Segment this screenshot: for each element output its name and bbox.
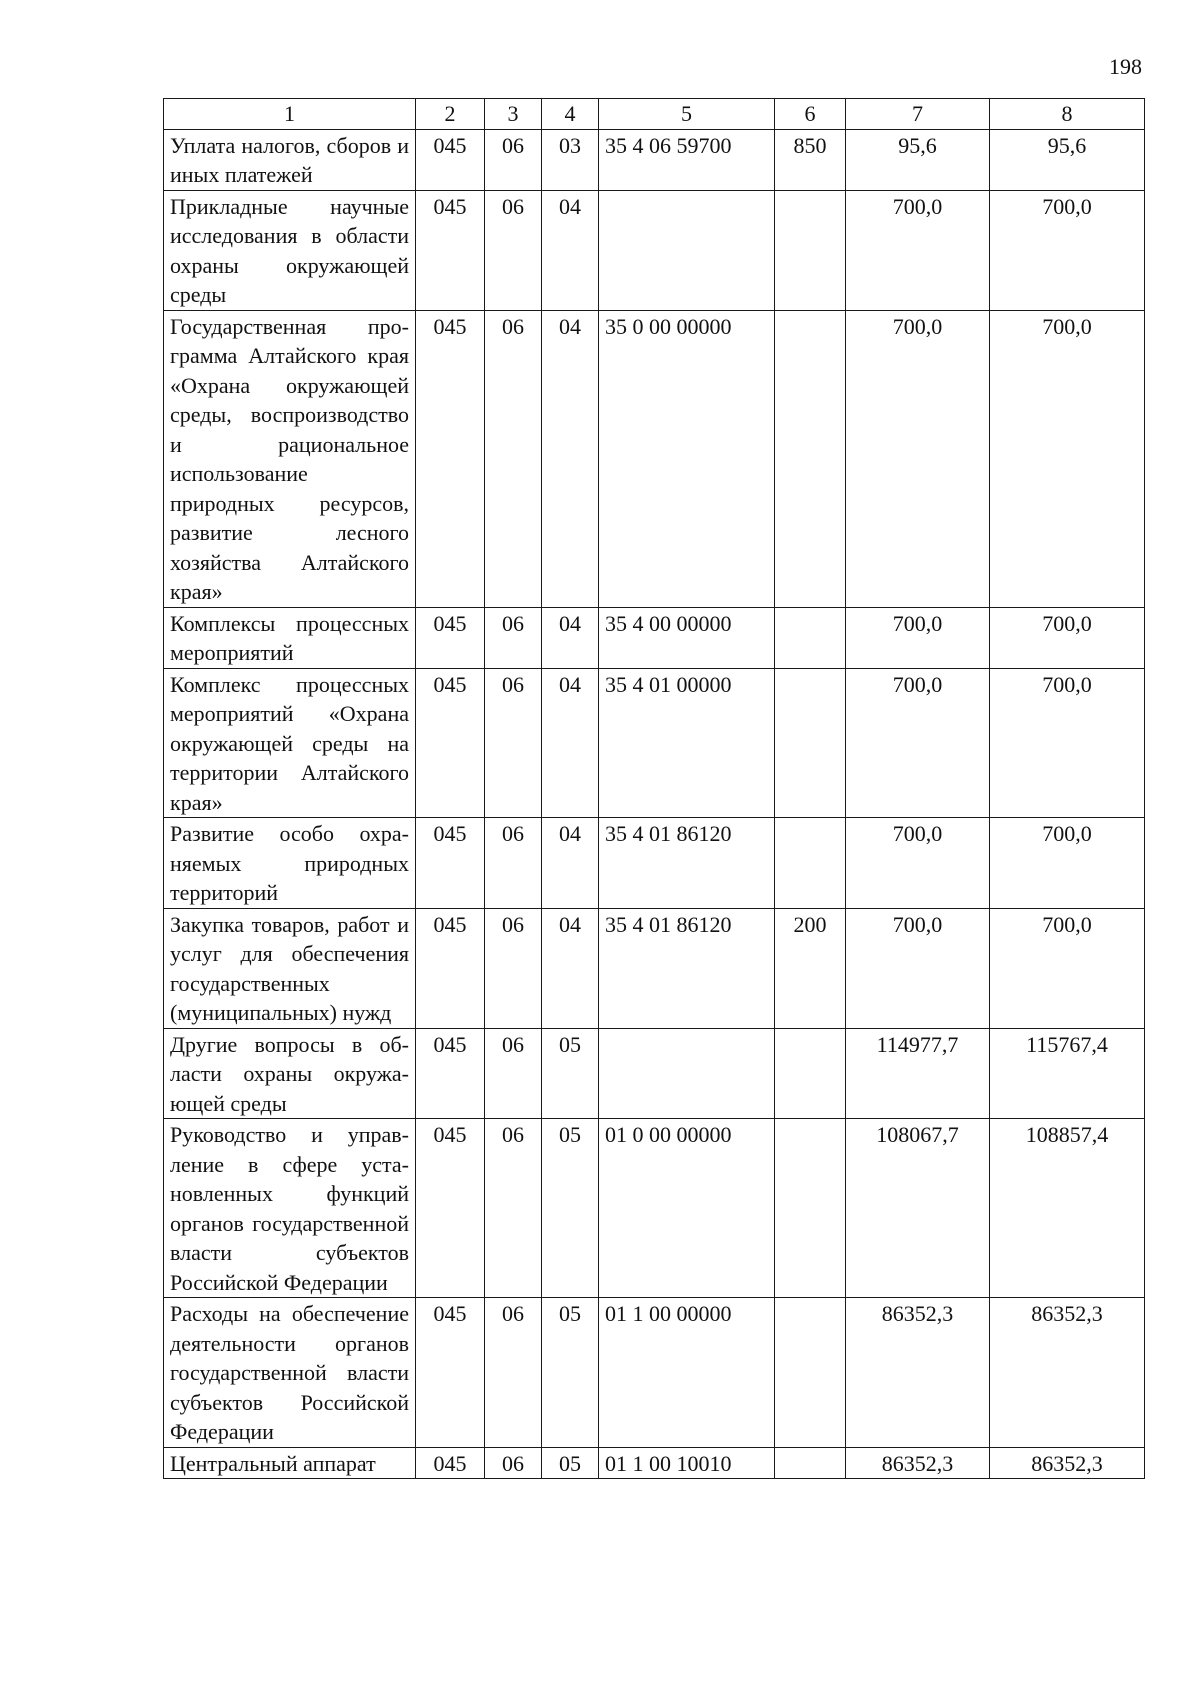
header-cell: 4 <box>542 99 599 130</box>
amount-col-7: 108067,7 <box>846 1119 990 1298</box>
ministry-code: 045 <box>416 1298 485 1448</box>
section-code: 06 <box>485 1447 542 1479</box>
ministry-code: 045 <box>416 818 485 909</box>
expense-type-code <box>775 668 846 818</box>
target-article-code: 01 0 00 00000 <box>599 1119 775 1298</box>
header-cell: 5 <box>599 99 775 130</box>
ministry-code: 045 <box>416 129 485 190</box>
amount-col-7: 700,0 <box>846 190 990 310</box>
target-article-code: 35 4 06 59700 <box>599 129 775 190</box>
expense-type-code <box>775 1298 846 1448</box>
table-row <box>164 1447 1145 1479</box>
amount-col-8: 86352,3 <box>990 1447 1145 1479</box>
amount-col-7: 700,0 <box>846 818 990 909</box>
amount-col-7: 700,0 <box>846 310 990 607</box>
expense-type-code: 200 <box>775 908 846 1028</box>
table-row <box>164 190 1145 310</box>
expense-name: Комплексы процессных мероприятий <box>164 607 416 668</box>
expense-name: Прикладные научные исследования в области охраны окружающей среды <box>164 190 416 310</box>
expense-name: Развитие особо охраняемых природных территорий <box>164 818 416 909</box>
amount-col-8: 108857,4 <box>990 1119 1145 1298</box>
table-row <box>164 1028 1145 1119</box>
amount-col-8: 700,0 <box>990 668 1145 818</box>
ministry-code: 045 <box>416 1028 485 1119</box>
ministry-code: 045 <box>416 668 485 818</box>
ministry-code: 045 <box>416 1119 485 1298</box>
target-article-code <box>599 1028 775 1119</box>
subsection-code: 05 <box>542 1447 599 1479</box>
subsection-code: 04 <box>542 310 599 607</box>
section-code: 06 <box>485 310 542 607</box>
page-number: 198 <box>1109 54 1142 79</box>
amount-col-8: 86352,3 <box>990 1298 1145 1448</box>
header-cell: 2 <box>416 99 485 130</box>
section-code: 06 <box>485 908 542 1028</box>
table-row <box>164 818 1145 909</box>
subsection-code: 04 <box>542 607 599 668</box>
expense-type-code <box>775 1447 846 1479</box>
amount-col-7: 700,0 <box>846 668 990 818</box>
table-row <box>164 607 1145 668</box>
section-code: 06 <box>485 668 542 818</box>
amount-col-8: 115767,4 <box>990 1028 1145 1119</box>
amount-col-7: 95,6 <box>846 129 990 190</box>
section-code: 06 <box>485 818 542 909</box>
target-article-code: 35 0 00 00000 <box>599 310 775 607</box>
target-article-code <box>599 190 775 310</box>
subsection-code: 04 <box>542 818 599 909</box>
target-article-code: 35 4 00 00000 <box>599 607 775 668</box>
header-cell: 6 <box>775 99 846 130</box>
expense-name: Закупка товаров, работ и услуг для обеспечения государственных (муниципальных) нужд <box>164 908 416 1028</box>
expense-name: Уплата налогов, сборов и иных платежей <box>164 129 416 190</box>
section-code: 06 <box>485 129 542 190</box>
expense-name: Руководство и управление в сфере установленных функций органов государственной власти субъектов Российской Федерации <box>164 1119 416 1298</box>
section-code: 06 <box>485 1298 542 1448</box>
subsection-code: 05 <box>542 1028 599 1119</box>
expense-name: Государственная программа Алтайского края «Охрана окружающей среды, воспроизводство и рациональное использование природных ресурсов, развитие лесного хозяйства Алтайского края» <box>164 310 416 607</box>
subsection-code: 04 <box>542 908 599 1028</box>
ministry-code: 045 <box>416 310 485 607</box>
target-article-code: 35 4 01 00000 <box>599 668 775 818</box>
target-article-code: 01 1 00 10010 <box>599 1447 775 1479</box>
expense-name: Расходы на обеспечение деятельности органов государственной власти субъектов Российской Федерации <box>164 1298 416 1448</box>
amount-col-8: 700,0 <box>990 310 1145 607</box>
table-row <box>164 908 1145 1028</box>
subsection-code: 03 <box>542 129 599 190</box>
expense-type-code <box>775 190 846 310</box>
header-cell: 1 <box>164 99 416 130</box>
expense-type-code <box>775 1028 846 1119</box>
ministry-code: 045 <box>416 1447 485 1479</box>
subsection-code: 04 <box>542 190 599 310</box>
amount-col-7: 86352,3 <box>846 1298 990 1448</box>
expense-type-code: 850 <box>775 129 846 190</box>
header-cell: 8 <box>990 99 1145 130</box>
expense-type-code <box>775 818 846 909</box>
budget-table <box>163 98 1145 1479</box>
section-code: 06 <box>485 1028 542 1119</box>
amount-col-8: 95,6 <box>990 129 1145 190</box>
table-row <box>164 1298 1145 1448</box>
section-code: 06 <box>485 1119 542 1298</box>
target-article-code: 01 1 00 00000 <box>599 1298 775 1448</box>
header-cell: 3 <box>485 99 542 130</box>
expense-name: Другие вопросы в области охраны окружающей среды <box>164 1028 416 1119</box>
ministry-code: 045 <box>416 607 485 668</box>
amount-col-8: 700,0 <box>990 908 1145 1028</box>
section-code: 06 <box>485 607 542 668</box>
header-cell: 7 <box>846 99 990 130</box>
ministry-code: 045 <box>416 908 485 1028</box>
table-row <box>164 310 1145 607</box>
expense-type-code <box>775 310 846 607</box>
section-code: 06 <box>485 190 542 310</box>
table-body <box>164 129 1145 1479</box>
amount-col-7: 114977,7 <box>846 1028 990 1119</box>
expense-type-code <box>775 1119 846 1298</box>
amount-col-8: 700,0 <box>990 818 1145 909</box>
ministry-code: 045 <box>416 190 485 310</box>
expense-name: Комплекс процессных мероприятий «Охрана окружающей среды на территории Алтайского края» <box>164 668 416 818</box>
subsection-code: 05 <box>542 1298 599 1448</box>
table-row <box>164 668 1145 818</box>
table-row <box>164 1119 1145 1298</box>
amount-col-7: 86352,3 <box>846 1447 990 1479</box>
target-article-code: 35 4 01 86120 <box>599 908 775 1028</box>
subsection-code: 04 <box>542 668 599 818</box>
amount-col-8: 700,0 <box>990 607 1145 668</box>
amount-col-7: 700,0 <box>846 607 990 668</box>
expense-name: Центральный аппарат <box>164 1447 416 1479</box>
header-row <box>164 99 1145 130</box>
target-article-code: 35 4 01 86120 <box>599 818 775 909</box>
table-row <box>164 129 1145 190</box>
amount-col-7: 700,0 <box>846 908 990 1028</box>
expense-type-code <box>775 607 846 668</box>
amount-col-8: 700,0 <box>990 190 1145 310</box>
subsection-code: 05 <box>542 1119 599 1298</box>
